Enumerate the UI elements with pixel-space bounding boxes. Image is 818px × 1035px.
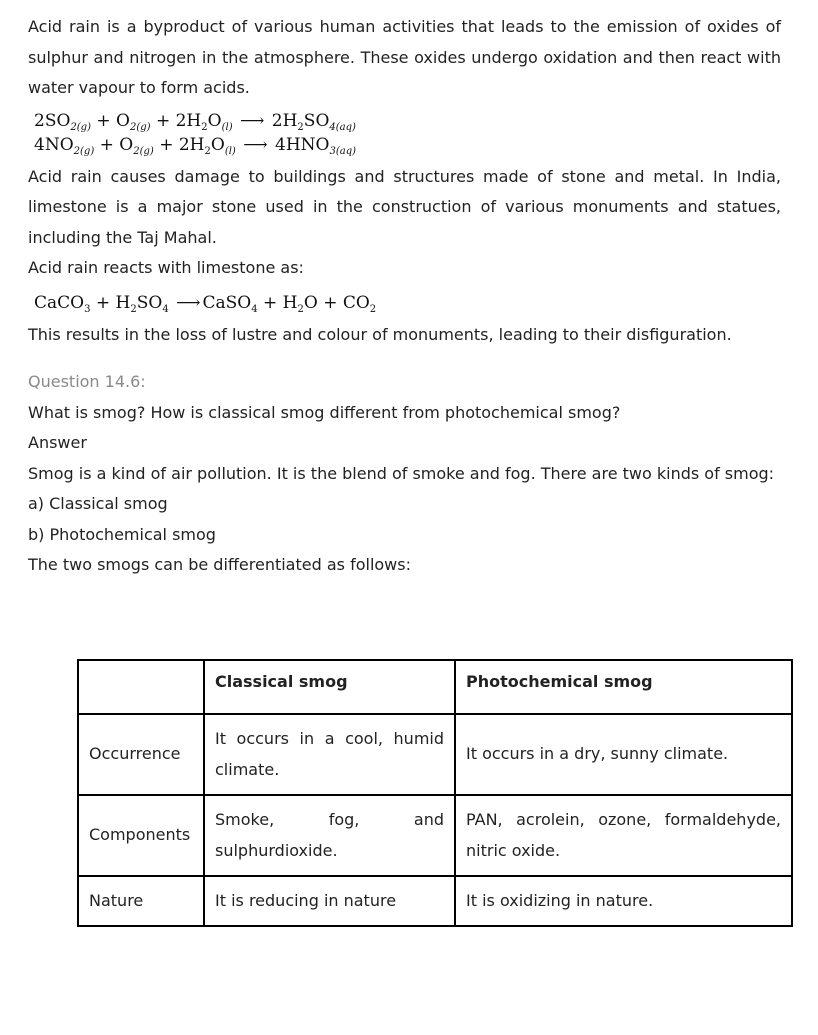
table-header-classical: Classical smog bbox=[204, 660, 455, 714]
table-header-photochemical: Photochemical smog bbox=[455, 660, 792, 714]
table-cell: It is oxidizing in nature. bbox=[455, 876, 792, 926]
intro-paragraph-3: Acid rain reacts with limestone as: bbox=[28, 258, 304, 277]
table-cell: It occurs in a dry, sunny climate. bbox=[455, 714, 792, 795]
equation-caco3: CaCO$_3$ + $H_2SO_4$ ⟶ CaSO$_4$ + $H_2O + CO_2$ bbox=[34, 292, 377, 315]
answer-paragraph-1: Smog is a kind of air pollution. It is the blend of smoke and fog. There are two kinds of smog: bbox=[28, 463, 775, 483]
table-cell: PAN, acrolein, ozone, formaldehyde, nitric oxide. bbox=[455, 795, 792, 876]
equation-block-limestone bbox=[28, 284, 781, 320]
intro-paragraph-2: Acid rain causes damage to buildings and structures made of stone and metal. In India, limestone is a major stone used in the construction of various monuments and statues, including the Taj Mahal. bbox=[28, 166, 781, 247]
intro-paragraph-4: This results in the loss of lustre and colour of monuments, leading to their disfiguration. bbox=[28, 324, 732, 344]
table-row bbox=[78, 795, 792, 876]
table-row bbox=[78, 714, 792, 795]
smog-comparison-table bbox=[77, 659, 793, 927]
table-row-label: Components bbox=[78, 795, 204, 876]
table-cell: Smoke, fog, and sulphurdioxide. bbox=[204, 795, 455, 876]
document-page bbox=[28, 12, 781, 581]
table-row bbox=[78, 876, 792, 926]
question-label: Question 14.6: bbox=[28, 372, 146, 391]
answer-paragraph-2: The two smogs can be differentiated as follows: bbox=[28, 555, 411, 574]
equation-so2: $2SO_{2(g)} + O_{2(g)} + 2H_2O_{(l)}$ ⟶ $2H_2SO_{4(aq)}$ bbox=[34, 110, 356, 133]
answer-item-a: a) Classical smog bbox=[28, 494, 168, 513]
table-row-label: Occurrence bbox=[78, 714, 204, 795]
table-header-cell-empty bbox=[78, 660, 204, 714]
answer-label: Answer bbox=[28, 433, 87, 452]
question-text: What is smog? How is classical smog different from photochemical smog? bbox=[28, 402, 621, 422]
equation-block-oxides bbox=[28, 104, 781, 162]
intro-paragraph-1: Acid rain is a byproduct of various human activities that leads to the emission of oxides of sulphur and nitrogen in the atmosphere. These oxides undergo oxidation and then react with water vapour to form acids. bbox=[28, 17, 781, 97]
answer-item-b: b) Photochemical smog bbox=[28, 524, 216, 544]
table-cell: It is reducing in nature bbox=[204, 876, 455, 926]
table-cell: It occurs in a cool, humid climate. bbox=[204, 714, 455, 795]
table-row-label: Nature bbox=[78, 876, 204, 926]
table-header-row bbox=[78, 660, 792, 714]
equation-no2: $4NO_{2(g)} + O_{2(g)} + 2H_2O_{(l)}$ ⟶ $4HNO_{3(aq)}$ bbox=[34, 134, 357, 157]
